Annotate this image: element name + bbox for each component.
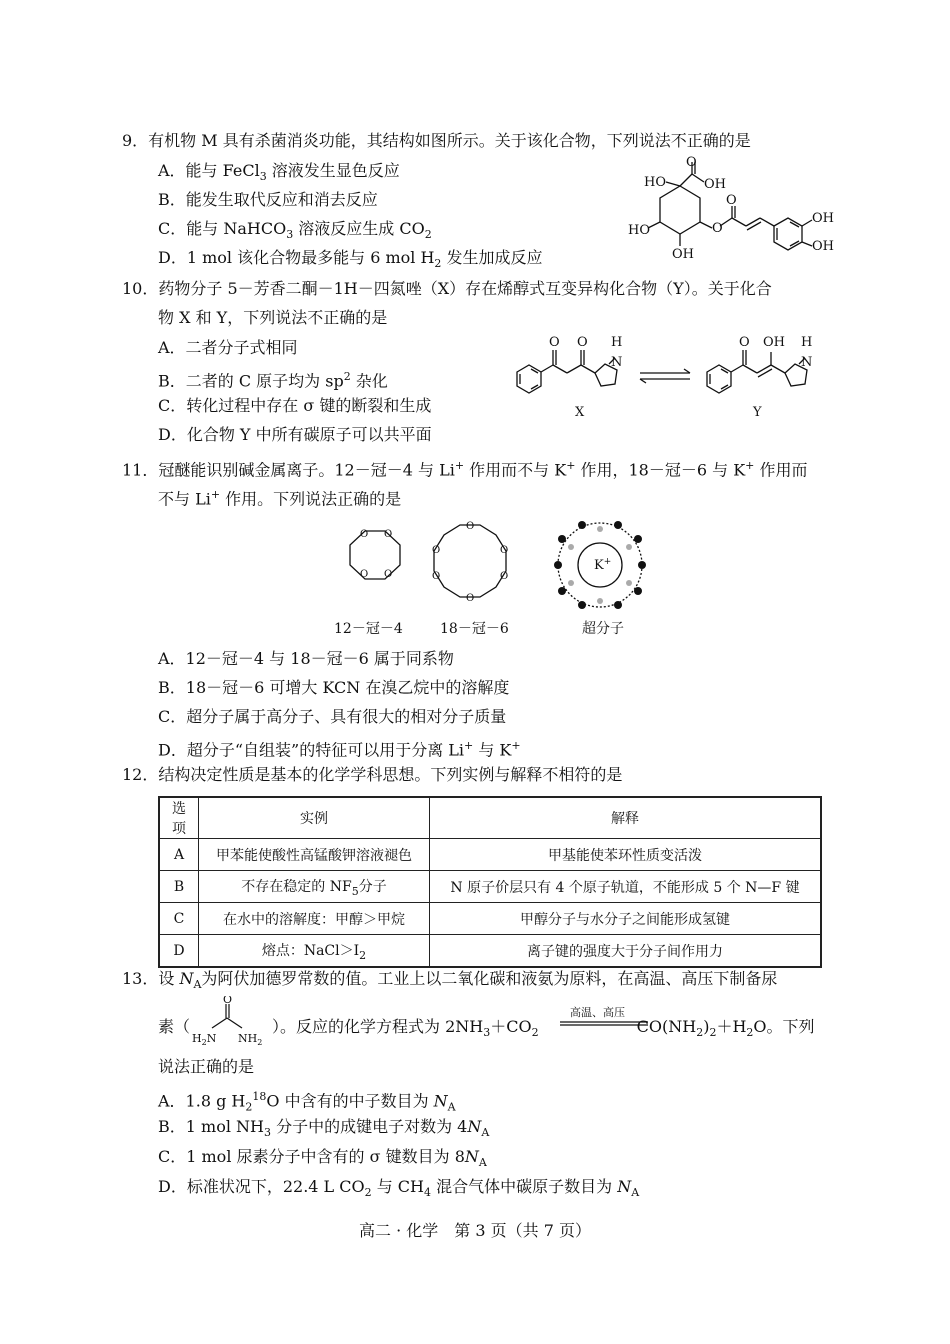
page-footer: 高二 · 化学 第 3 页（共 7 页） xyxy=(359,1221,591,1240)
q10-mol-label: OH xyxy=(763,335,785,350)
q13-option-b: B．1 mol $NH_3$ 分子中的成键电子对数为 $4N_A$ xyxy=(158,1117,490,1140)
q11-o-label: O xyxy=(466,521,475,532)
table-row xyxy=(159,871,821,903)
table-cell: 甲苯能使酸性高锰酸钾溶液褪色 xyxy=(199,839,430,871)
q9-molecule-structure xyxy=(620,156,840,266)
table-row xyxy=(159,935,821,968)
q11-o-label: O xyxy=(500,545,509,556)
q11-o-label: O xyxy=(360,569,369,580)
q12-table xyxy=(158,796,822,968)
q11-o-label: O xyxy=(384,529,393,540)
q13-stem-line2: 素（ ）。反应的化学方程式为 $2NH_3+CO_2$ $CO(NH_2)_2+H_2O$。下列 xyxy=(158,1017,815,1040)
q13-option-c: C．1 mol 尿素分子中含有的 σ 键数目为 $8N_A$ xyxy=(158,1147,487,1170)
q11-o-label: O xyxy=(432,571,441,582)
q10-mol-label: H xyxy=(801,335,813,350)
q9-mol-label: OH xyxy=(812,211,834,226)
q13-stem-line1: 13．设 $N_A$为阿伏加德罗常数的值。工业上以二氧化碳和液氨为原料，在高温、高压下制备尿 xyxy=(122,969,778,992)
q13-reaction-condition: 高温、高压 xyxy=(570,1006,625,1019)
table-cell: 在水中的溶解度：甲醇＞甲烷 xyxy=(199,903,430,935)
q11-option-a: A．12－冠－4 与 18－冠－6 属于同系物 xyxy=(158,649,454,668)
table-header-row xyxy=(159,797,821,839)
table-header-cell: 解释 xyxy=(430,797,822,839)
q10-option-d: D．化合物 Y 中所有碳原子可以共平面 xyxy=(158,425,432,444)
q11-o-label: O xyxy=(432,545,441,556)
q11-o-label: O xyxy=(500,571,509,582)
q10-mol-label: O xyxy=(739,335,750,350)
table-row xyxy=(159,839,821,871)
q11-fig-label-12crown4: 12－冠－4 xyxy=(334,621,403,637)
table-header-cell: 选项 xyxy=(159,797,199,839)
q10-mol-label: N xyxy=(611,355,623,370)
q11-fig-label-supermolecule: 超分子 xyxy=(582,621,624,637)
table-cell: D xyxy=(159,935,199,968)
q10-option-c: C．转化过程中存在 σ 键的断裂和生成 xyxy=(158,396,432,415)
q13-urea-structure xyxy=(186,996,266,1052)
q12-stem: 12．结构决定性质是基本的化学学科思想。下列实例与解释不相符的是 xyxy=(122,765,623,784)
q9-mol-label: OH xyxy=(672,247,694,262)
q13-urea-label: $NH_2$ xyxy=(238,1032,263,1047)
q11-fig-label-18crown6: 18－冠－6 xyxy=(440,621,509,637)
q13-urea-label: O xyxy=(223,996,233,1006)
q10-stem-line1: 10．药物分子 5－芳香二酮－1H－四氮唑（X）存在烯醇式互变异构化合物（Y）。关于化合 xyxy=(122,279,772,298)
q11-option-c: C．超分子属于高分子、具有很大的相对分子质量 xyxy=(158,707,507,726)
q10-mol-label: N xyxy=(801,355,813,370)
q9-mol-label: HO xyxy=(644,175,666,190)
q10-label-x: X xyxy=(575,405,585,420)
q11-stem-line2: 不与 Li+ 作用。下列说法正确的是 xyxy=(158,488,402,509)
q9-mol-label: O xyxy=(686,156,697,170)
q11-o-label: O xyxy=(360,529,369,540)
table-cell: 熔点：$NaCl>I_2$ xyxy=(199,935,430,968)
q9-mol-label: OH xyxy=(812,239,834,254)
q11-stem-line1: 11．冠醚能识别碱金属离子。12－冠－4 与 Li+ 作用而不与 K+ 作用，18－冠－6 与 K+ 作用而 xyxy=(122,459,808,480)
table-cell: 甲醇分子与水分子之间能形成氢键 xyxy=(430,903,822,935)
table-cell: A xyxy=(159,839,199,871)
q11-option-b: B．18－冠－6 可增大 KCN 在溴乙烷中的溶解度 xyxy=(158,678,510,697)
q11-crown-ether-figure xyxy=(320,515,660,645)
q11-ion-label: K+ xyxy=(594,557,612,573)
table-cell: C xyxy=(159,903,199,935)
table-cell: B xyxy=(159,871,199,903)
q13-urea-label: $H_2N$ xyxy=(192,1032,217,1047)
q13-option-a: A．1.8 g $H_2^{18}O$ 中含有的中子数目为 $N_A$ xyxy=(158,1090,456,1114)
q10-stem-line2: 物 X 和 Y，下列说法不正确的是 xyxy=(158,308,388,327)
q9-mol-label: O xyxy=(726,193,737,208)
q10-mol-label: H xyxy=(611,335,623,350)
q10-label-y: Y xyxy=(753,405,762,420)
q9-mol-label: HO xyxy=(628,223,650,238)
q9-stem: 9．有机物 M 具有杀菌消炎功能，其结构如图所示。关于该化合物，下列说法不正确的是 xyxy=(122,131,751,150)
q13-reaction-arrow xyxy=(556,1004,652,1036)
q11-o-label: O xyxy=(466,593,475,604)
q9-mol-label: O xyxy=(712,221,723,236)
table-cell: N 原子价层只有 4 个原子轨道，不能形成 5 个 N—F 键 xyxy=(430,871,822,903)
q9-option-a: A．能与 FeCl$_3$ 溶液发生显色反应 xyxy=(158,161,400,184)
q10-tautomer-scheme xyxy=(505,330,835,425)
table-cell: 离子键的强度大于分子间作用力 xyxy=(430,935,822,968)
q10-option-a: A．二者分子式相同 xyxy=(158,338,298,357)
q9-option-c: C．能与 NaHCO$_3$ 溶液反应生成 $CO_2$ xyxy=(158,219,432,242)
q13-stem-line3: 说法正确的是 xyxy=(158,1057,255,1076)
q9-mol-label: OH xyxy=(704,177,726,192)
table-header-cell: 实例 xyxy=(199,797,430,839)
q9-option-b: B．能发生取代反应和消去反应 xyxy=(158,190,378,209)
table-cell: 不存在稳定的 $NF_5$分子 xyxy=(199,871,430,903)
table-cell: 甲基能使苯环性质变活泼 xyxy=(430,839,822,871)
q13-option-d: D．标准状况下，22.4 L $CO_2$ 与 $CH_4$ 混合气体中碳原子数目为 $N_A$ xyxy=(158,1177,640,1200)
table-row xyxy=(159,903,821,935)
q11-option-d: D．超分子“自组装”的特征可以用于分离 Li+ 与 K+ xyxy=(158,739,521,760)
q11-o-label: O xyxy=(384,569,393,580)
q10-mol-label: O xyxy=(577,335,588,350)
q9-option-d: D．1 mol 该化合物最多能与 6 mol $H_2$ 发生加成反应 xyxy=(158,248,543,271)
q10-mol-label: O xyxy=(549,335,560,350)
q10-option-b: B．二者的 C 原子均为 $sp^2$ 杂化 xyxy=(158,370,388,391)
